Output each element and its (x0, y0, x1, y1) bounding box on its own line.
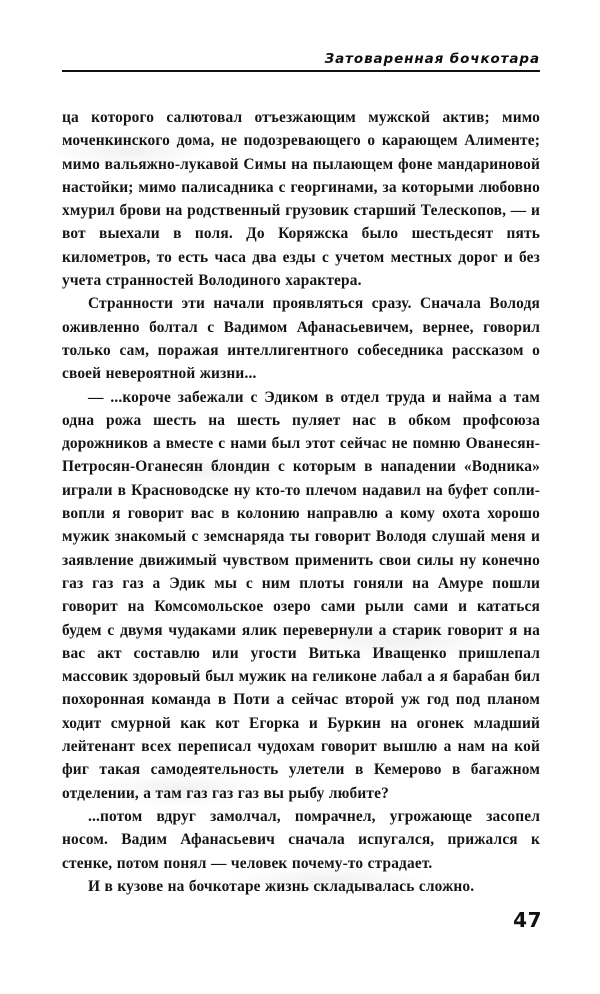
paragraph-dialogue: — ...короче забежали с Эдиком в отдел труда и найма а там одна рожа шесть на шесть пуляет нас в обком профсоюза дорожников а вместе с нами был этот сейчас не помню Ованесян-Петросян-Оганесян блондин с которым в нападении «Водника» играли в Красноводске ну кто-то плечом надавил на буфет сопли-вопли я говорит вас в колонию направлю а кому охота хорошо мужик знакомый с земснаряда ты говорит Володя слушай меня и заявление движимый чувством применить свои силы ну конечно газ газ газ а Эдик мы с ним плоты гоняли на Амуре пошли говорит на Комсомольское озеро сами рыли сами и кататься будем с двумя чудаками ялик перевернули а старик говорит я на вас акт составлю или угости Витька Иващенко пришлепал массовик здоровый был мужик на геликоне лабал а я барабан бил похоронная команда в Поти а сейчас второй уж год под планом ходит смурной как кот Егорка и Буркин на огонек младший лейтенант всех переписал чудохам говорит вышлю а нам на кой фиг такая самодеятельность улетели в Кемерово в багажном отделении, а там газ газ газ вы рыбу любите? (62, 388, 540, 802)
paragraph-closing: И в кузове на бочкотаре жизнь складывалась сложно. (88, 877, 475, 895)
text-column (62, 106, 540, 898)
running-head-rule (62, 70, 540, 72)
paragraph: ...потом вдруг замолчал, помрачнел, угрожающе засопел носом. Вадим Афанасьевич сначала испугался, прижался к стенке, потом понял — человек почему-то страдает. (62, 807, 540, 872)
running-head (62, 52, 540, 72)
running-head-title: Затоваренная бочкотара (324, 51, 540, 67)
paragraph: Странности эти начали проявляться сразу. Сначала Володя оживленно болтал с Вадимом Афанасьевичем, вернее, говорил только сам, поражая интеллигентного собеседника рассказом о своей невероятной жизни... (62, 295, 540, 383)
page-number: 47 (513, 908, 542, 932)
paragraph-continued: ца которого салютовал отъезжающим мужской актив; мимо моченкинского дома, не подозревающего о карающем Алименте; мимо вальяжно-лукавой Симы на пылающем фоне мандариновой настойки; мимо палисадника с георгинами, за которыми любовно хмурил брови на родственный грузовик старший Телескопов, — и вот выехали в поля. До Коряжска было шестьдесят пять километров, то есть часа два езды с учетом местных дорог и без учета странностей Володиного характера. (62, 109, 540, 290)
